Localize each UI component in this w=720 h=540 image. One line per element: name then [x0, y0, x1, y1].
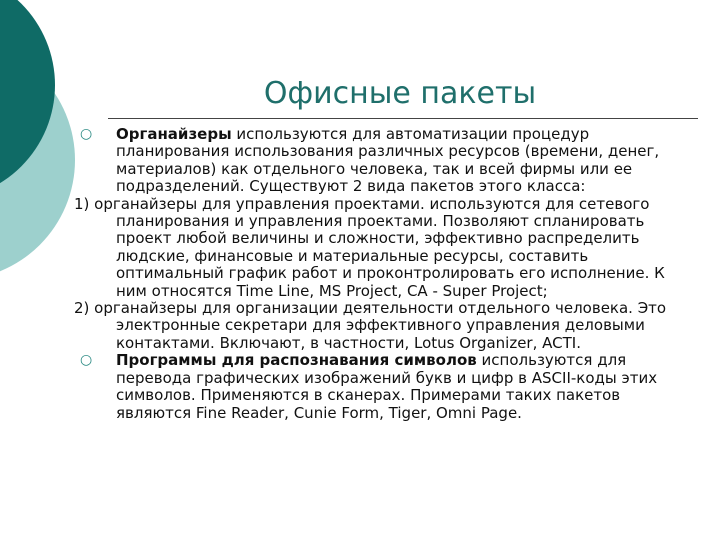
organizers-description: используются для автоматизации процедур планирования использования различных ресурсов (времени, денег, материалов) как отдельного человека, так и всей фирмы или ее подразделений. Существуют 2 вида пакетов этого класса: [116, 125, 660, 196]
organizers-term: Органайзеры [116, 125, 232, 143]
bullet-ocr-programs [74, 352, 694, 422]
decorative-circles [0, 0, 80, 300]
hollow-circle-bullet-icon: ○ [80, 352, 93, 369]
ocr-description: используются для перевода графических изображений букв и цифр в ASCII-коды этих символов. Применяются в сканерах. Примерами таких пакетов являются Fine Reader, Cunie Form, Tiger, Omni Page. [116, 351, 658, 422]
bullet-organizers [74, 126, 694, 196]
title-divider [108, 118, 698, 119]
ocr-term: Программы для распознавания символов [116, 351, 477, 370]
slide-title: Офисные пакеты [263, 76, 537, 111]
hollow-circle-bullet-icon: ○ [80, 126, 93, 142]
organizers-type-1: 1) органайзеры для управления проектами. используются для сетевого планирования и управления проектами. Позволяют спланировать проект любой величины и сложности, эффективно распределить людские, финансовые и материальные ресурсы, составить оптимальный график работ и проконтролировать его исполнение. К ним относятся Time Line, MS Project, CA - Super Project; [74, 194, 665, 300]
slide-body [74, 126, 694, 422]
organizers-type-2: 2) органайзеры для организации деятельности отдельного человека. Это электронные секретари для эффективного управления деловыми контактами. Включают, в частности, Lotus Organizer, ACTI. [74, 299, 667, 352]
